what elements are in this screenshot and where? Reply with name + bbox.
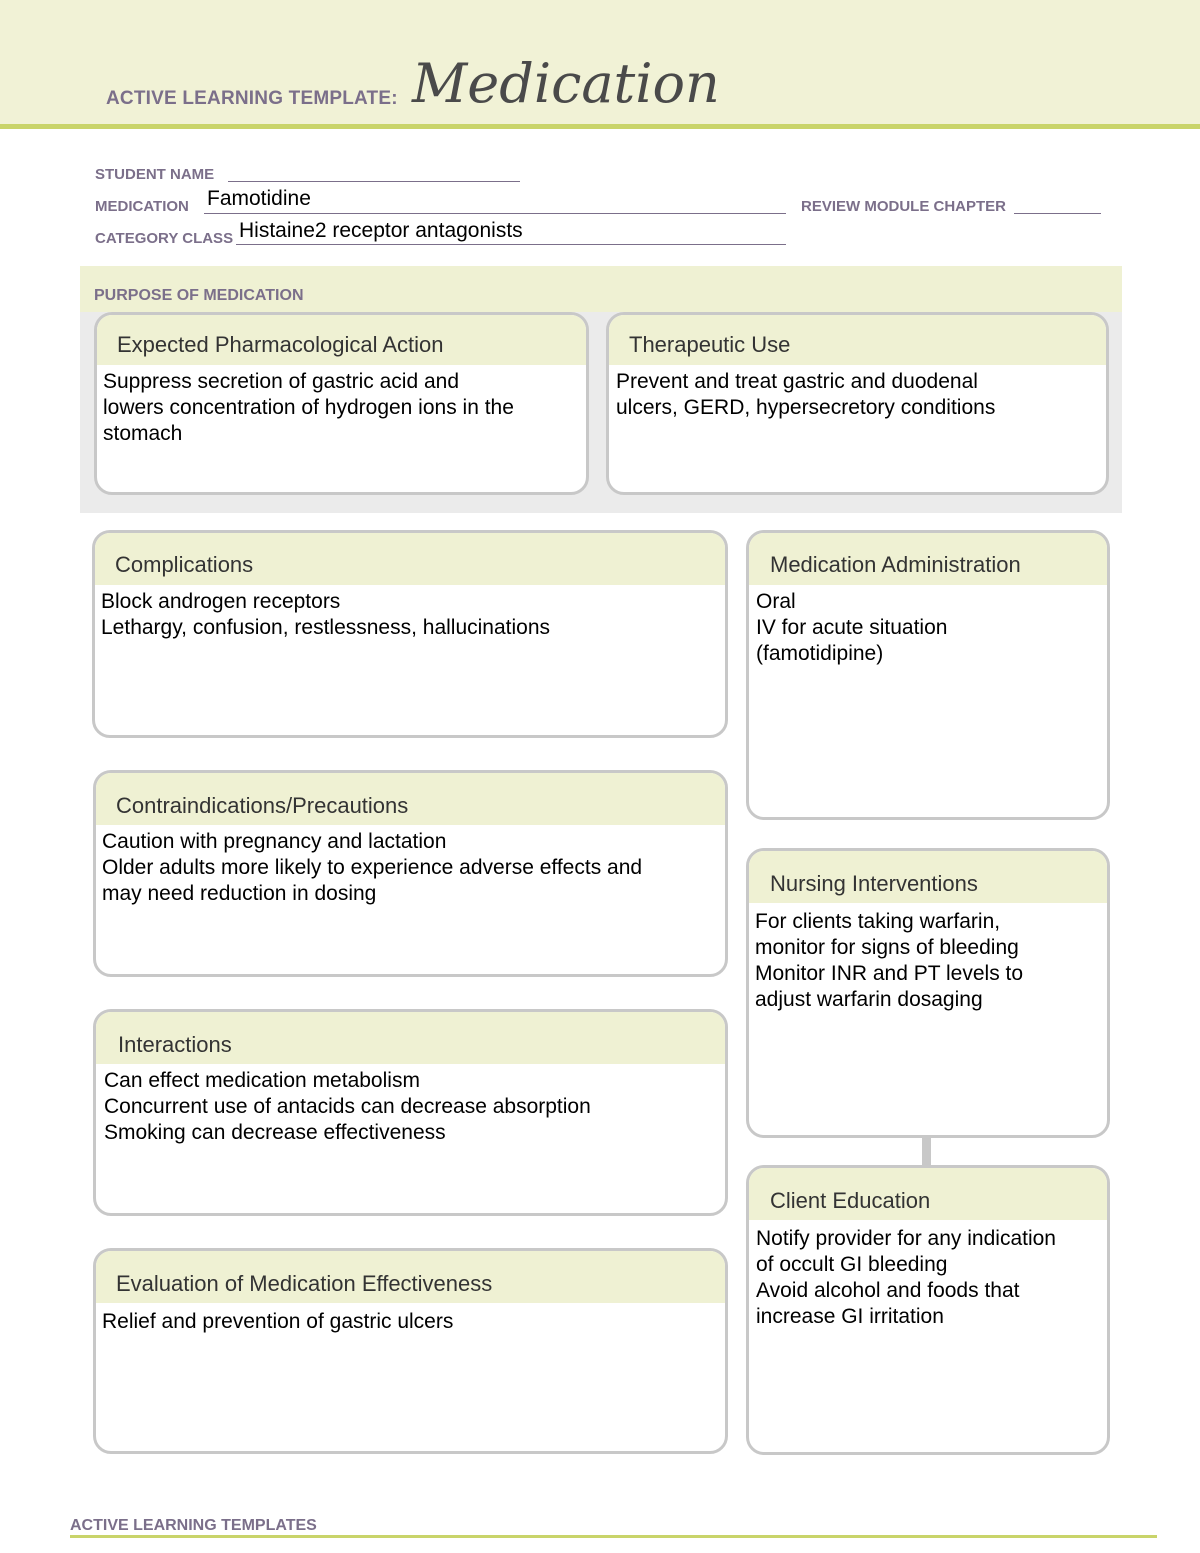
text-line: Block androgen receptors bbox=[101, 590, 341, 613]
medication-line bbox=[204, 213, 786, 214]
text-line: of occult GI bleeding bbox=[756, 1253, 948, 1276]
footer-divider bbox=[70, 1535, 1157, 1538]
text-line: lowers concentration of hydrogen ions in the bbox=[103, 396, 514, 419]
category-class-field[interactable]: Histaine2 receptor antagonists bbox=[239, 219, 523, 242]
card-connector bbox=[922, 1135, 931, 1167]
expected-action-card bbox=[94, 312, 589, 495]
complications-body[interactable] bbox=[95, 585, 725, 641]
text-line: For clients taking warfarin, bbox=[755, 910, 1001, 933]
text-line: Caution with pregnancy and lactation bbox=[102, 830, 447, 853]
therapeutic-use-title: Therapeutic Use bbox=[609, 315, 1106, 365]
purpose-label: PURPOSE OF MEDICATION bbox=[94, 287, 304, 304]
text-line: Relief and prevention of gastric ulcers bbox=[102, 1310, 454, 1333]
medication-administration-card bbox=[746, 530, 1110, 820]
text-line: (famotidipine) bbox=[756, 642, 884, 665]
expected-action-body[interactable] bbox=[97, 365, 586, 447]
medication-administration-title: Medication Administration bbox=[749, 533, 1107, 585]
medication-administration-body[interactable] bbox=[749, 585, 1107, 667]
text-line: Notify provider for any indication bbox=[756, 1227, 1056, 1250]
evaluation-card bbox=[93, 1248, 728, 1454]
text-line: Older adults more likely to experience adverse effects and bbox=[102, 856, 643, 879]
text-line: may need reduction in dosing bbox=[102, 882, 377, 905]
complications-title: Complications bbox=[95, 533, 725, 585]
text-line: Monitor INR and PT levels to bbox=[755, 962, 1024, 985]
review-module-line bbox=[1014, 213, 1101, 214]
interactions-card bbox=[93, 1009, 728, 1216]
text-line: stomach bbox=[103, 422, 183, 445]
client-education-card bbox=[746, 1165, 1110, 1455]
text-line: monitor for signs of bleeding bbox=[755, 936, 1019, 959]
text-line: Oral bbox=[756, 590, 796, 613]
template-label: ACTIVE LEARNING TEMPLATE: bbox=[106, 88, 398, 109]
client-education-body[interactable] bbox=[749, 1220, 1107, 1330]
nursing-interventions-body[interactable] bbox=[749, 903, 1107, 1013]
text-line: increase GI irritation bbox=[756, 1305, 944, 1328]
text-line: ulcers, GERD, hypersecretory conditions bbox=[616, 396, 996, 419]
medication-label: MEDICATION bbox=[95, 198, 189, 215]
review-module-label: REVIEW MODULE CHAPTER bbox=[801, 198, 1007, 215]
contraindications-body[interactable] bbox=[96, 825, 725, 907]
nursing-interventions-title: Nursing Interventions bbox=[749, 851, 1107, 903]
contraindications-card bbox=[93, 770, 728, 977]
text-line: Lethargy, confusion, restlessness, hallucinations bbox=[101, 616, 551, 639]
interactions-body[interactable] bbox=[96, 1064, 725, 1146]
student-name-line bbox=[228, 181, 520, 182]
interactions-title: Interactions bbox=[96, 1012, 725, 1064]
contraindications-title: Contraindications/Precautions bbox=[96, 773, 725, 825]
medication-field[interactable]: Famotidine bbox=[207, 187, 311, 210]
footer-label: ACTIVE LEARNING TEMPLATES bbox=[70, 1517, 317, 1534]
category-class-label: CATEGORY CLASS bbox=[95, 230, 234, 247]
text-line: Smoking can decrease effectiveness bbox=[104, 1121, 446, 1144]
nursing-interventions-card bbox=[746, 848, 1110, 1138]
student-name-label: STUDENT NAME bbox=[95, 166, 215, 183]
category-class-line bbox=[236, 244, 786, 245]
expected-action-title: Expected Pharmacological Action bbox=[97, 315, 586, 365]
text-line: Avoid alcohol and foods that bbox=[756, 1279, 1020, 1302]
therapeutic-use-card bbox=[606, 312, 1109, 495]
text-line: Concurrent use of antacids can decrease absorption bbox=[104, 1095, 591, 1118]
page-title: Medication bbox=[412, 52, 720, 115]
complications-card bbox=[92, 530, 728, 738]
text-line: Can effect medication metabolism bbox=[104, 1069, 420, 1092]
text-line: adjust warfarin dosaging bbox=[755, 988, 983, 1011]
therapeutic-use-body[interactable] bbox=[609, 365, 1106, 421]
evaluation-body[interactable] bbox=[96, 1303, 725, 1335]
text-line: Suppress secretion of gastric acid and bbox=[103, 370, 460, 393]
client-education-title: Client Education bbox=[749, 1168, 1107, 1220]
text-line: Prevent and treat gastric and duodenal bbox=[616, 370, 978, 393]
evaluation-title: Evaluation of Medication Effectiveness bbox=[96, 1251, 725, 1303]
text-line: IV for acute situation bbox=[756, 616, 948, 639]
